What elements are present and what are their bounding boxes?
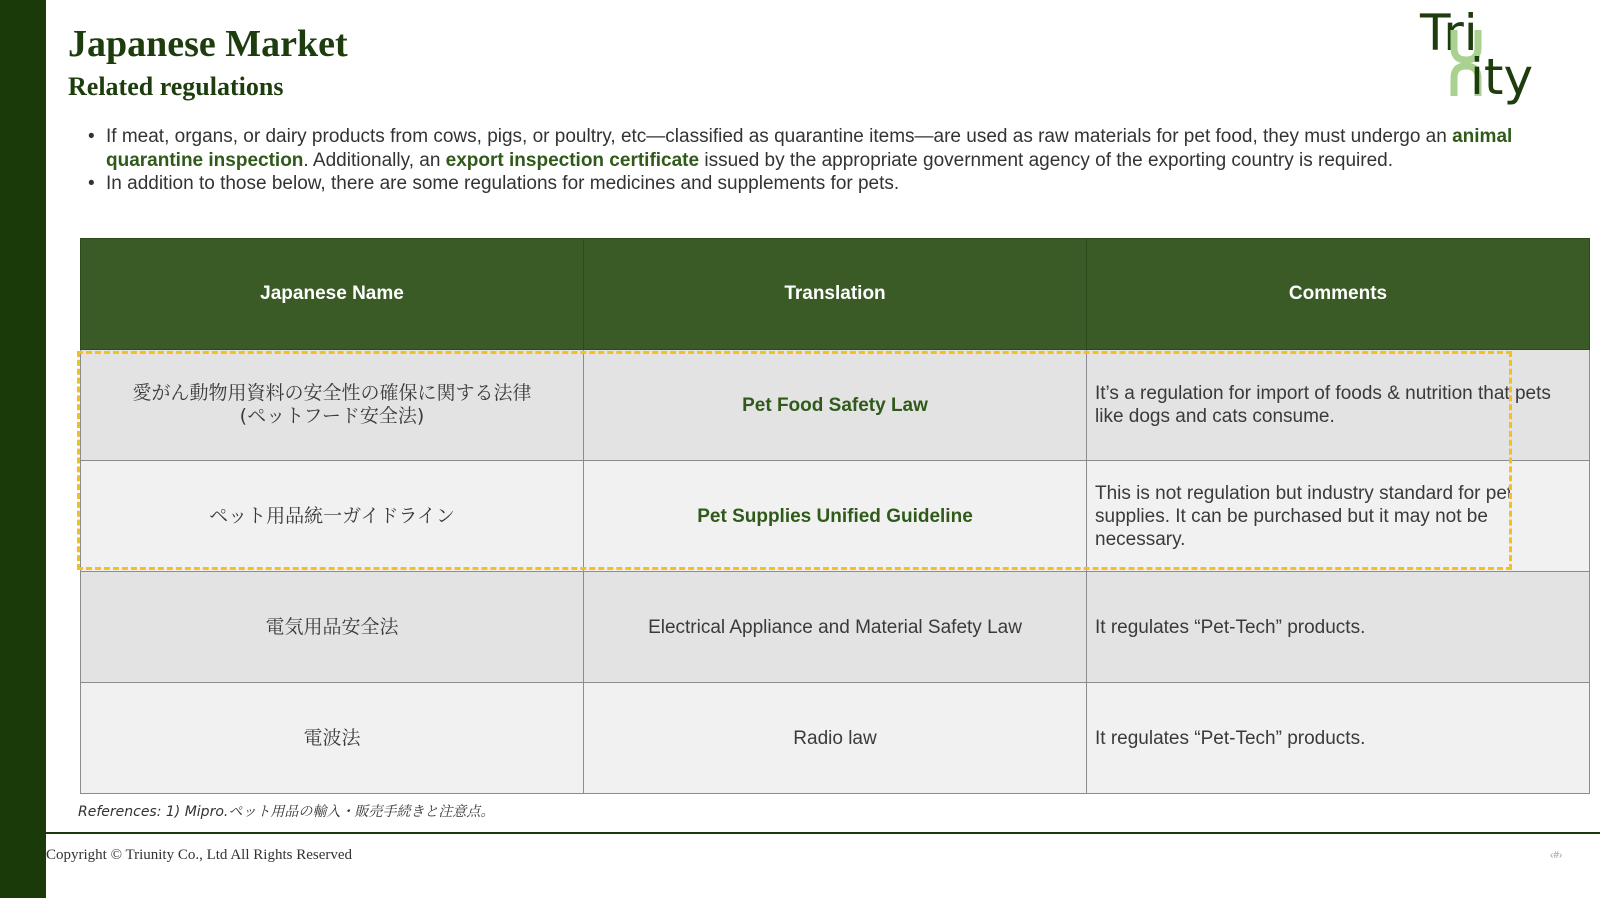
table-header-row — [81, 239, 1590, 350]
references-note: References: 1) Mipro.ペット用品の輸入・販売手続きと注意点。 — [78, 804, 495, 820]
highlight-export-certificate: export inspection certificate — [445, 149, 700, 171]
slide-title: Japanese Market — [68, 23, 348, 65]
table-row — [81, 572, 1590, 683]
bullet-item — [88, 125, 1568, 172]
translation-cell: Radio law — [584, 683, 1087, 794]
table-row — [81, 350, 1590, 461]
copyright-text: Copyright © Triunity Co., Ltd All Rights Reserved — [46, 847, 353, 863]
left-accent-bar — [0, 0, 46, 898]
japanese-name-line: 愛がん動物用資料の安全性の確保に関する法律 — [132, 382, 532, 404]
comment-cell: This is not regulation but industry standard for pet supplies. It can be purchased but it may not be necessary. — [1087, 461, 1590, 572]
table-row — [81, 683, 1590, 794]
japanese-name-line: ペット用品統一ガイドライン — [209, 504, 455, 527]
bullet-item — [88, 172, 1568, 196]
header-translation: Translation — [584, 239, 1087, 350]
bullet-text: In addition to those below, there are some regulations for medicines and supplements for pets. — [106, 173, 900, 194]
logo-top-text: Tri — [1420, 4, 1478, 62]
logo-bottom-text: ity — [1470, 48, 1534, 106]
translation-cell: Electrical Appliance and Material Safety Law — [584, 572, 1087, 683]
highlight-animal-quarantine: animal quarantine inspection — [106, 126, 1513, 171]
comment-cell: It regulates “Pet-Tech” products. — [1087, 683, 1590, 794]
japanese-name-line: 電気用品安全法 — [265, 615, 399, 638]
japanese-name-line: (ペットフード安全法) — [239, 405, 425, 427]
header-japanese-name: Japanese Name — [81, 239, 584, 350]
bullet-text: If meat, organs, or dairy products from cows, pigs, or poultry, etc—classified as quarantine items—are used as raw materials for pet food, they must undergo an — [106, 126, 1453, 147]
japanese-name-cell — [81, 572, 584, 683]
comment-cell: It regulates “Pet-Tech” products. — [1087, 572, 1590, 683]
header-comments: Comments — [1087, 239, 1590, 350]
regulations-table — [80, 238, 1590, 794]
comment-cell: It’s a regulation for import of foods & nutrition that pets like dogs and cats consume. — [1087, 350, 1590, 461]
triunity-logo — [1400, 4, 1580, 108]
japanese-name-cell — [81, 461, 584, 572]
translation-cell: Pet Food Safety Law — [584, 350, 1087, 461]
footer-divider — [46, 832, 1600, 834]
bullet-text: . Additionally, an — [303, 149, 446, 171]
page-number: ‹#› — [1550, 850, 1563, 861]
bullet-text: issued by the appropriate government agency of the exporting country is required. — [699, 149, 1393, 171]
japanese-name-cell — [81, 350, 584, 461]
japanese-name-cell — [81, 683, 584, 794]
bullet-list — [88, 125, 1568, 196]
table-row — [81, 461, 1590, 572]
translation-cell: Pet Supplies Unified Guideline — [584, 461, 1087, 572]
slide-subtitle: Related regulations — [68, 72, 284, 101]
japanese-name-line: 電波法 — [303, 726, 361, 749]
